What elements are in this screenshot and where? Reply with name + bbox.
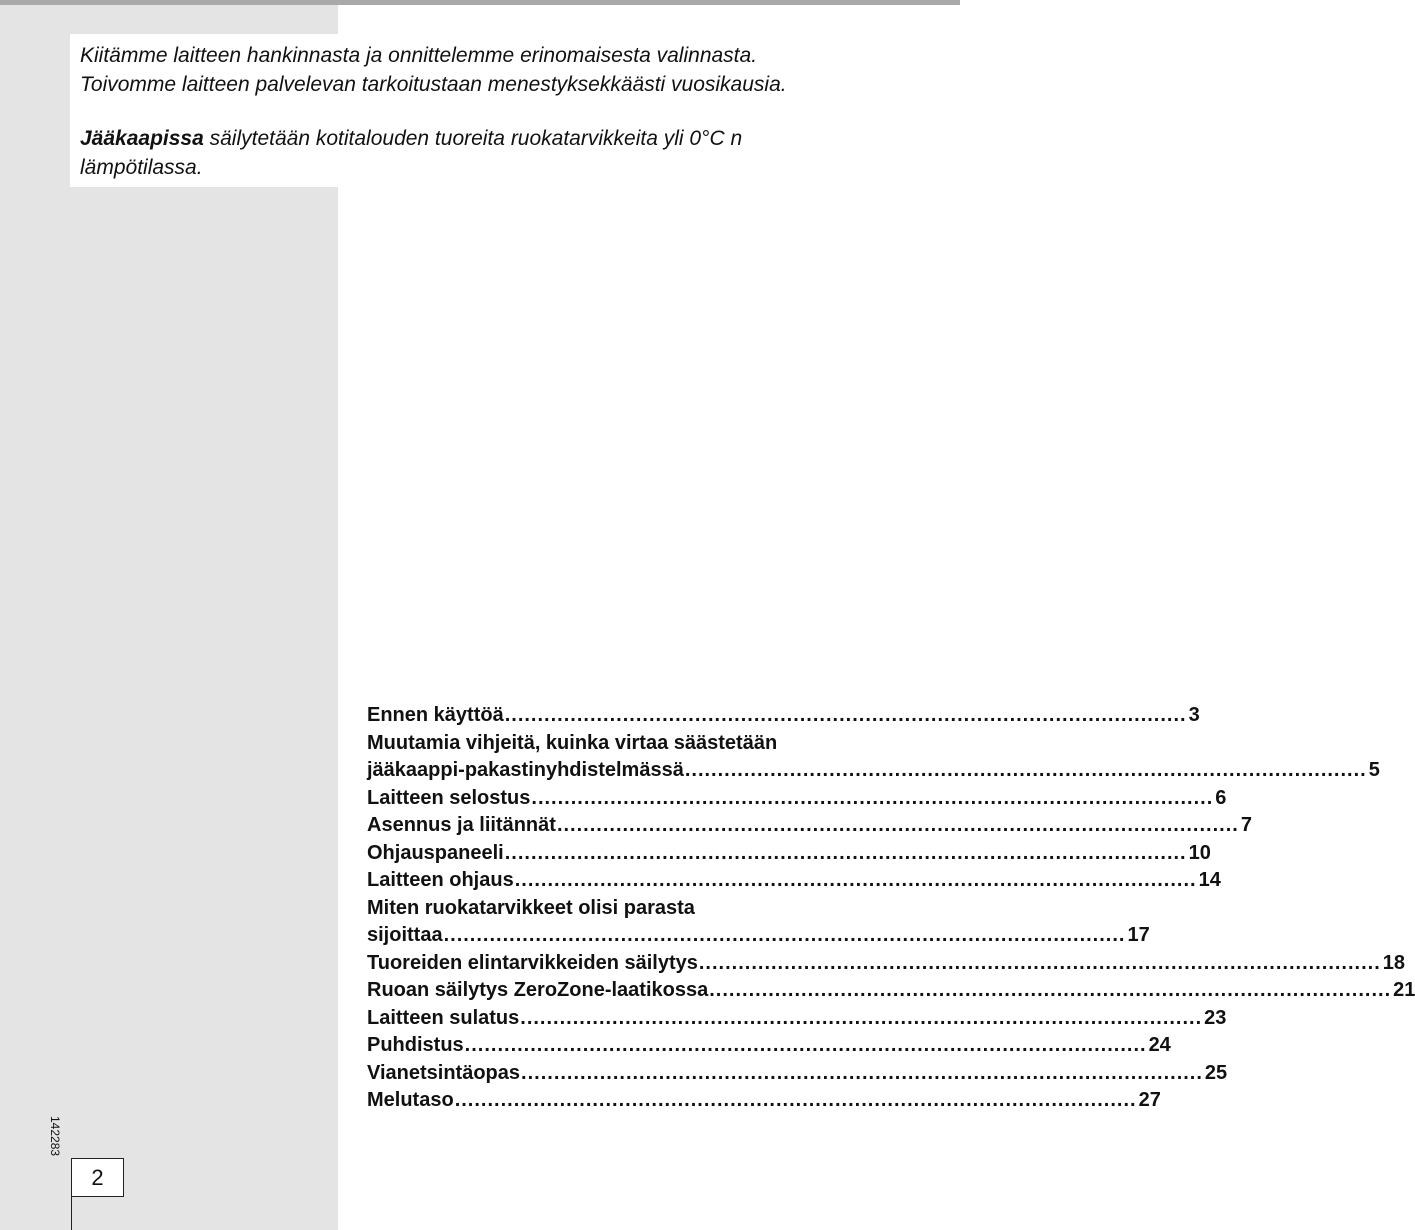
toc-entry[interactable] — [367, 840, 1211, 868]
toc-page-number: 3 — [1188, 704, 1200, 726]
toc-leader: ........................................................................................................ — [698, 951, 1381, 974]
toc-title: Asennus ja liitännät — [367, 814, 556, 836]
toc-entry[interactable] — [367, 950, 1406, 978]
toc-leader: ........................................................................................................ — [521, 1061, 1203, 1084]
intro-line-1: Kiitämme laitteen hankinnasta ja onnittelemme erinomaisesta valinnasta. — [80, 44, 758, 67]
toc-page-number: 14 — [1198, 869, 1221, 891]
toc-page-number: 5 — [1368, 759, 1380, 781]
toc-page-number: 18 — [1382, 951, 1406, 974]
toc-title: Ohjauspaneeli — [367, 841, 504, 864]
toc-leader: ........................................................................................................ — [504, 704, 1187, 726]
toc-leader: ........................................................................................................ — [520, 1006, 1203, 1029]
toc-leader: ........................................................................................................ — [556, 814, 1239, 836]
toc-title-line-1: Miten ruokatarvikkeet olisi parasta — [367, 896, 695, 919]
toc-title: Tuoreiden elintarvikkeiden säilytys — [367, 951, 698, 974]
toc-entry[interactable] — [367, 867, 1221, 895]
toc-title: Ennen käyttöä — [367, 704, 504, 726]
toc-leader: ........................................................................................................ — [531, 786, 1214, 809]
toc-title: Vianetsintäopas — [367, 1061, 521, 1084]
toc-page-number: 27 — [1138, 1089, 1161, 1111]
toc-page-number: 23 — [1204, 1006, 1227, 1029]
toc-title-line-1: Muutamia vihjeitä, kuinka virtaa säästetään — [367, 731, 778, 754]
toc-leader: ........................................................................................................ — [514, 869, 1197, 891]
table-of-contents — [367, 702, 1415, 1115]
toc-title: sijoittaa — [367, 924, 443, 946]
toc-entry[interactable] — [367, 1060, 1228, 1088]
toc-title: Ruoan säilytys ZeroZone-laatikossa — [367, 979, 709, 1001]
toc-page-number: 24 — [1148, 1034, 1171, 1056]
toc-leader: ........................................................................................................ — [464, 1034, 1147, 1056]
toc-entry[interactable] — [367, 702, 1200, 730]
left-side-panel — [0, 5, 338, 1230]
intro-paragraph-2-text: säilytetään kotitalouden tuoreita ruokatarvikkeita yli 0°C n lämpötilassa. — [80, 127, 743, 179]
page-number-rule — [71, 1196, 72, 1230]
toc-page-number: 21 — [1393, 979, 1415, 1001]
toc-page-number: 7 — [1240, 814, 1252, 836]
toc-entry[interactable] — [367, 1032, 1171, 1060]
toc-page-number: 10 — [1188, 841, 1211, 864]
toc-leader: ........................................................................................................ — [504, 841, 1187, 864]
intro-paragraph-2 — [80, 124, 840, 182]
intro-bold-term: Jääkaapissa — [80, 127, 204, 150]
toc-entry[interactable] — [367, 1005, 1227, 1033]
toc-entry[interactable] — [367, 812, 1252, 840]
toc-page-number: 17 — [1127, 924, 1150, 946]
toc-entry[interactable] — [367, 895, 1150, 950]
toc-leader: ........................................................................................................ — [709, 979, 1392, 1001]
document-code-text: 142283 — [48, 1116, 62, 1157]
toc-leader: ........................................................................................................ — [443, 924, 1126, 946]
toc-entry[interactable] — [367, 977, 1415, 1005]
toc-page-number: 25 — [1204, 1061, 1228, 1084]
toc-leader: ........................................................................................................ — [684, 759, 1367, 781]
page-number: 2 — [71, 1158, 124, 1197]
toc-entry[interactable] — [367, 1087, 1161, 1115]
toc-title: Laitteen selostus — [367, 786, 531, 809]
intro-paragraph-1 — [80, 41, 787, 99]
toc-title: Laitteen ohjaus — [367, 869, 514, 891]
intro-line-2: Toivomme laitteen palvelevan tarkoitustaan menestyksekkäästi vuosikausia. — [80, 73, 787, 96]
toc-title: jääkaappi-pakastinyhdistelmässä — [367, 759, 684, 781]
toc-page-number: 6 — [1215, 786, 1227, 809]
toc-title: Melutaso — [367, 1089, 454, 1111]
toc-entry[interactable] — [367, 730, 1380, 785]
toc-title: Puhdistus — [367, 1034, 464, 1056]
toc-title: Laitteen sulatus — [367, 1006, 520, 1029]
toc-leader: ........................................................................................................ — [454, 1089, 1137, 1111]
toc-entry[interactable] — [367, 785, 1227, 813]
